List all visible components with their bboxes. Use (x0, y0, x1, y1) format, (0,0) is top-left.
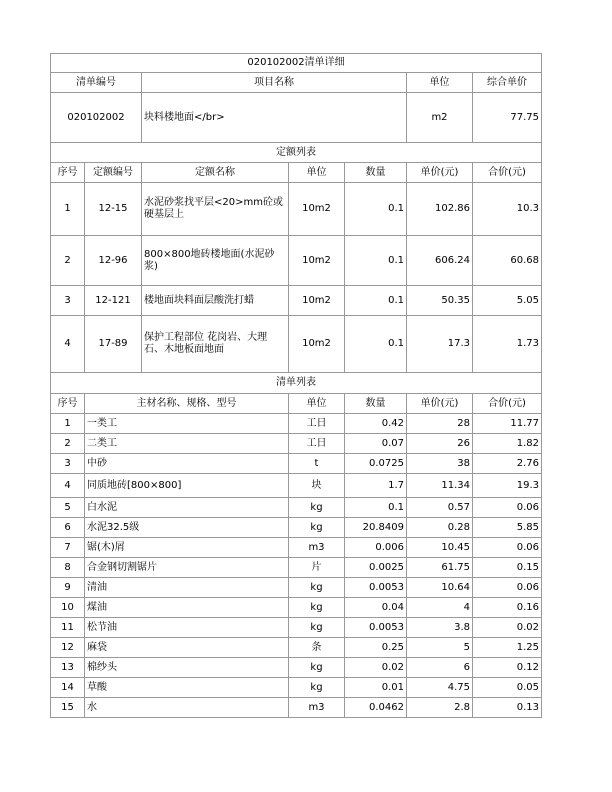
quota-col-qty: 数量 (345, 163, 407, 183)
material-price: 4.75 (407, 678, 473, 698)
material-price: 5 (407, 638, 473, 658)
quota-qty: 0.1 (345, 183, 407, 236)
material-total: 0.06 (473, 538, 542, 558)
material-no: 9 (51, 578, 85, 598)
name-header: 项目名称 (142, 73, 407, 93)
material-name: 同质地砖[800×800] (85, 474, 289, 498)
price-header: 综合单价 (473, 73, 542, 93)
material-col-name: 主材名称、规格、型号 (85, 394, 289, 414)
material-row (51, 638, 542, 658)
quota-row (51, 286, 542, 316)
quota-col-price: 单价(元) (407, 163, 473, 183)
material-no: 1 (51, 414, 85, 434)
material-price: 10.45 (407, 538, 473, 558)
material-col-unit: 单位 (289, 394, 345, 414)
quota-row (51, 316, 542, 373)
material-section-title-row (51, 373, 542, 394)
material-unit: kg (289, 498, 345, 518)
quota-price: 17.3 (407, 316, 473, 373)
material-unit: 片 (289, 558, 345, 578)
material-no: 15 (51, 698, 85, 718)
material-name: 水泥32.5级 (85, 518, 289, 538)
material-row (51, 454, 542, 474)
material-price: 3.8 (407, 618, 473, 638)
material-qty: 20.8409 (345, 518, 407, 538)
quota-code: 12-96 (85, 236, 142, 286)
material-col-price: 单价(元) (407, 394, 473, 414)
quota-total: 60.68 (473, 236, 542, 286)
material-name: 锯(木)屑 (85, 538, 289, 558)
quota-name: 800×800地砖楼地面(水泥砂浆) (142, 236, 289, 286)
item-name: 块料楼地面</br> (142, 93, 407, 143)
item-code: 020102002 (51, 93, 142, 143)
material-qty: 0.01 (345, 678, 407, 698)
item-row (51, 93, 542, 143)
material-unit: 工日 (289, 414, 345, 434)
quota-col-name: 定额名称 (142, 163, 289, 183)
material-no: 11 (51, 618, 85, 638)
material-unit: 条 (289, 638, 345, 658)
material-section-title: 清单列表 (51, 373, 542, 394)
quota-total: 10.3 (473, 183, 542, 236)
material-price: 11.34 (407, 474, 473, 498)
quota-no: 1 (51, 183, 85, 236)
material-total: 19.3 (473, 474, 542, 498)
material-row (51, 598, 542, 618)
material-qty: 0.42 (345, 414, 407, 434)
quota-name: 保护工程部位 花岗岩、大理石、木地板面地面 (142, 316, 289, 373)
material-price: 0.57 (407, 498, 473, 518)
quota-qty: 0.1 (345, 236, 407, 286)
material-row (51, 474, 542, 498)
material-qty: 0.25 (345, 638, 407, 658)
quota-unit: 10m2 (289, 286, 345, 316)
material-total: 0.05 (473, 678, 542, 698)
quota-col-code: 定额编号 (85, 163, 142, 183)
material-col-no: 序号 (51, 394, 85, 414)
material-name: 松节油 (85, 618, 289, 638)
material-unit: 工日 (289, 434, 345, 454)
code-header: 清单编号 (51, 73, 142, 93)
material-total: 0.16 (473, 598, 542, 618)
material-qty: 0.006 (345, 538, 407, 558)
material-total: 0.06 (473, 578, 542, 598)
item-price: 77.75 (473, 93, 542, 143)
material-total: 0.12 (473, 658, 542, 678)
material-total: 11.77 (473, 414, 542, 434)
material-name: 一类工 (85, 414, 289, 434)
material-price: 28 (407, 414, 473, 434)
quota-no: 3 (51, 286, 85, 316)
material-unit: kg (289, 678, 345, 698)
material-no: 8 (51, 558, 85, 578)
material-name: 草酸 (85, 678, 289, 698)
material-total: 0.02 (473, 618, 542, 638)
material-qty: 0.0025 (345, 558, 407, 578)
material-price: 61.75 (407, 558, 473, 578)
material-name: 水 (85, 698, 289, 718)
material-price: 0.28 (407, 518, 473, 538)
material-unit: kg (289, 518, 345, 538)
material-row (51, 618, 542, 638)
material-unit: kg (289, 598, 345, 618)
material-total: 5.85 (473, 518, 542, 538)
unit-header: 单位 (407, 73, 473, 93)
material-no: 13 (51, 658, 85, 678)
material-unit: m3 (289, 538, 345, 558)
material-total: 0.15 (473, 558, 542, 578)
material-no: 2 (51, 434, 85, 454)
material-row (51, 698, 542, 718)
material-total: 2.76 (473, 454, 542, 474)
quota-section-title: 定额列表 (51, 143, 542, 163)
material-row (51, 434, 542, 454)
material-price: 6 (407, 658, 473, 678)
material-no: 12 (51, 638, 85, 658)
material-row (51, 414, 542, 434)
material-row (51, 538, 542, 558)
material-no: 4 (51, 474, 85, 498)
quota-qty: 0.1 (345, 316, 407, 373)
material-name: 合金钢切割锯片 (85, 558, 289, 578)
material-name: 清油 (85, 578, 289, 598)
material-unit: m3 (289, 698, 345, 718)
material-no: 10 (51, 598, 85, 618)
material-no: 14 (51, 678, 85, 698)
material-name: 中砂 (85, 454, 289, 474)
material-total: 1.82 (473, 434, 542, 454)
quota-row (51, 236, 542, 286)
material-price: 38 (407, 454, 473, 474)
material-no: 7 (51, 538, 85, 558)
material-header-row (51, 394, 542, 414)
page-title: 020102002清单详细 (51, 54, 542, 73)
material-price: 4 (407, 598, 473, 618)
material-price: 26 (407, 434, 473, 454)
quota-name: 水泥砂浆找平层<20>mm砼或硬基层上 (142, 183, 289, 236)
item-unit: m2 (407, 93, 473, 143)
material-row (51, 658, 542, 678)
quota-no: 4 (51, 316, 85, 373)
material-col-total: 合价(元) (473, 394, 542, 414)
material-unit: 块 (289, 474, 345, 498)
material-price: 10.64 (407, 578, 473, 598)
material-name: 白水泥 (85, 498, 289, 518)
material-row (51, 578, 542, 598)
material-qty: 0.0053 (345, 578, 407, 598)
material-total: 0.13 (473, 698, 542, 718)
material-total: 0.06 (473, 498, 542, 518)
material-row (51, 678, 542, 698)
header-row (51, 73, 542, 93)
material-qty: 0.04 (345, 598, 407, 618)
material-price: 2.8 (407, 698, 473, 718)
quota-code: 12-15 (85, 183, 142, 236)
quota-section-title-row (51, 143, 542, 163)
quota-code: 12-121 (85, 286, 142, 316)
material-qty: 0.0053 (345, 618, 407, 638)
quota-unit: 10m2 (289, 236, 345, 286)
material-unit: kg (289, 618, 345, 638)
material-qty: 0.02 (345, 658, 407, 678)
quota-no: 2 (51, 236, 85, 286)
quota-unit: 10m2 (289, 183, 345, 236)
material-total: 1.25 (473, 638, 542, 658)
material-row (51, 558, 542, 578)
quota-header-row (51, 163, 542, 183)
material-name: 麻袋 (85, 638, 289, 658)
material-no: 5 (51, 498, 85, 518)
quota-unit: 10m2 (289, 316, 345, 373)
quota-price: 606.24 (407, 236, 473, 286)
material-unit: kg (289, 578, 345, 598)
quota-col-total: 合价(元) (473, 163, 542, 183)
quota-col-unit: 单位 (289, 163, 345, 183)
material-unit: kg (289, 658, 345, 678)
quota-total: 5.05 (473, 286, 542, 316)
material-qty: 0.07 (345, 434, 407, 454)
material-name: 煤油 (85, 598, 289, 618)
quota-col-no: 序号 (51, 163, 85, 183)
material-col-qty: 数量 (345, 394, 407, 414)
quota-price: 102.86 (407, 183, 473, 236)
material-qty: 0.0725 (345, 454, 407, 474)
material-qty: 0.0462 (345, 698, 407, 718)
material-unit: t (289, 454, 345, 474)
quota-name: 楼地面块料面层酸洗打蜡 (142, 286, 289, 316)
material-row (51, 518, 542, 538)
quota-qty: 0.1 (345, 286, 407, 316)
title-row (51, 54, 542, 73)
material-qty: 1.7 (345, 474, 407, 498)
material-no: 3 (51, 454, 85, 474)
quota-row (51, 183, 542, 236)
material-qty: 0.1 (345, 498, 407, 518)
material-no: 6 (51, 518, 85, 538)
quota-price: 50.35 (407, 286, 473, 316)
material-row (51, 498, 542, 518)
material-name: 二类工 (85, 434, 289, 454)
bill-detail-table (50, 53, 542, 718)
quota-code: 17-89 (85, 316, 142, 373)
material-name: 棉纱头 (85, 658, 289, 678)
quota-total: 1.73 (473, 316, 542, 373)
